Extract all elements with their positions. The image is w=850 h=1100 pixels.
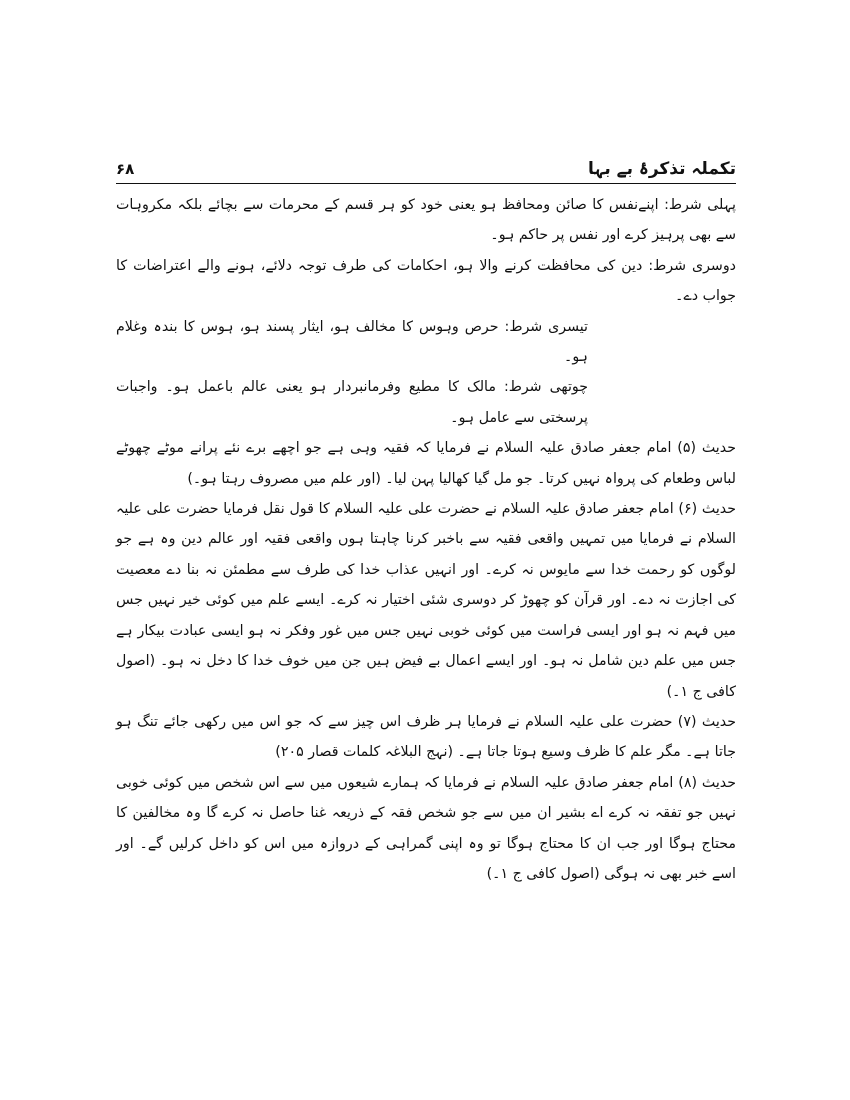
paragraph-second-condition: دوسری شرط: دین کی محافظت کرنے والا ہو، احکامات کی طرف توجہ دلائے، ہونے والے اعتراضات کا جواب دے۔ <box>116 257 736 305</box>
book-title: تکملہ تذکرۂ بے بہا <box>587 159 736 179</box>
paragraph-hadith-7: حدیث (۷) حضرت علی علیہ السلام نے فرمایا ہر ظرف اس چیز سے کہ جو اس میں رکھی جائے تنگ ہو جاتا ہے۔ مگر علم کا ظرف وسیع ہوتا جاتا ہے۔ (نہج البلاغہ کلمات قصار ۲۰۵) <box>116 713 736 761</box>
running-header <box>116 158 736 182</box>
paragraph-hadith-6: حدیث (۶) امام جعفر صادق علیہ السلام نے حضرت علی علیہ السلام کا قول نقل فرمایا حضرت علی علیہ السلام نے فرمایا میں تمہیں واقعی فقیہ سے باخبر کرنا چاہتا ہوں واقعی فقیہ اور عالم دین وہ ہے جو لوگوں کو رحمت خدا سے مایوس نہ کرے۔ اور انہیں عذاب خدا کی طرف سے مطمئن نہ بنا دے معصیت کی اجازت نہ دے۔ اور قرآن کو چھوڑ کر دوسری شئی اختیار نہ کرے۔ ایسے علم میں کوئی خیر نہیں جس میں فہم نہ ہو اور ایسی فراست میں کوئی خوبی نہیں جس میں غور وفکر نہ ہو ایسی عبادت بیکار ہے جس میں علم دین شامل نہ ہو۔ اور ایسے اعمال بے فیض ہیں جن میں خوف خدا کا دخل نہ ہو۔ (اصول کافی ج ۱۔) <box>116 501 736 700</box>
paragraph-third-condition: تیسری شرط: حرص وہوس کا مخالف ہو، ایثار پسند ہو، ہوس کا بندہ وغلام ہو۔ <box>116 318 588 366</box>
paragraph-hadith-8: حدیث (۸) امام جعفر صادق علیہ السلام نے فرمایا کہ ہمارے شیعوں میں سے اس شخص میں کوئی خوبی نہیں جو تفقہ نہ کرے اے بشیر ان میں سے جو شخص فقہ کے ذریعہ غنا حاصل نہ کرے گا وہ مخالفین کا محتاج ہوگا اور جب ان کا محتاج ہوگا تو وہ اپنی گمراہی کے دروازہ میں اس کو داخل کرلیں گے۔ اور اسے خبر بھی نہ ہوگی (اصول کافی ج ۱۔) <box>116 774 736 882</box>
header-divider <box>116 183 736 184</box>
paragraph-hadith-5: حدیث (۵) امام جعفر صادق علیہ السلام نے فرمایا کہ فقیہ وہی ہے جو اچھے برے نئے پرانے موٹے چھوٹے لباس وطعام کی پرواہ نہیں کرتا۔ جو مل گیا کھالیا پہن لیا۔ (اور علم میں مصروف رہتا ہو۔) <box>116 440 736 487</box>
page-body <box>116 190 736 889</box>
page-number: ۶۸ <box>116 160 135 178</box>
paragraph-first-condition: پہلی شرط: اپنےنفس کا صائن ومحافظ ہو یعنی خود کو ہر قسم کے محرمات سے بچائے بلکہ مکروہات سے بھی پرہیز کرے اور نفس پر حاکم ہو۔ <box>116 197 736 244</box>
paragraph-fourth-condition: چوتھی شرط: مالک کا مطیع وفرمانبردار ہو یعنی عالم باعمل ہو۔ واجبات پرسختی سے عامل ہو۔ <box>116 379 588 426</box>
